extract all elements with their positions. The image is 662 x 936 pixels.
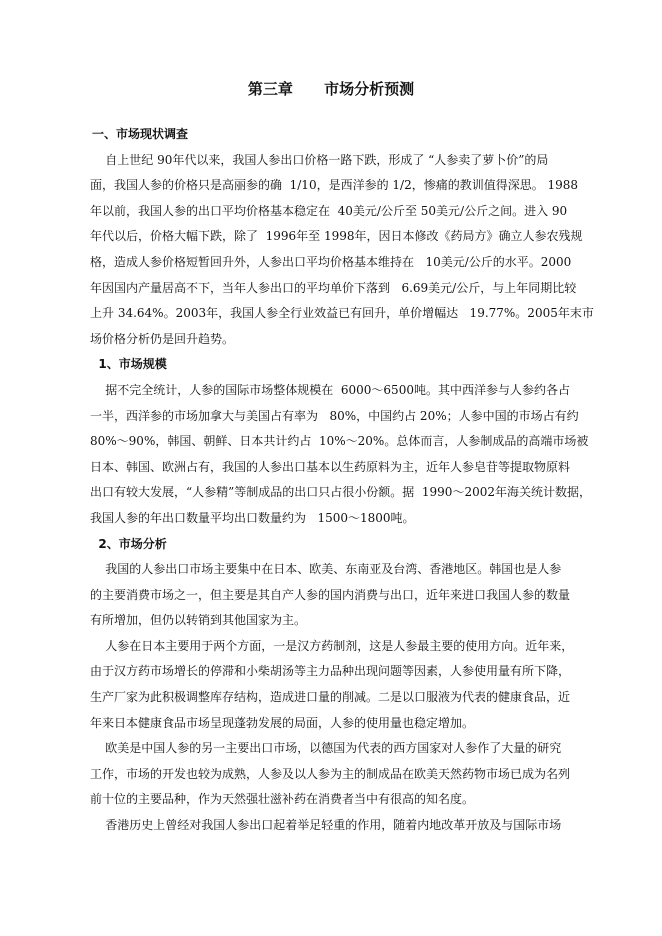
body-text-line: 由于汉方药市场增长的停滞和小柴胡汤等主力品种出现问题等因素，人参使用量有所下降， — [90, 664, 571, 679]
body-text-line: 年因国内产量居高不下，当年人参出口的平均单价下落到 6.69美元/公斤，与上年同期比较 — [90, 280, 577, 295]
body-text-line: 香港历史上曾经对我国人参出口起着举足轻重的作用，随着内地改革开放及与国际市场 — [90, 818, 562, 833]
subsection-heading: 2、市场分析 — [90, 536, 167, 551]
body-text-line: 前十位的主要品种，作为天然强壮滋补药在消费者当中有很高的知名度。 — [90, 792, 475, 807]
body-text-line: 工作，市场的开发也较为成熟，人参及以人参为主的制成品在欧美天然药物市场已成为名列 — [90, 766, 571, 781]
section-heading: 一、市场现状调查 — [92, 127, 189, 141]
body-text-line: 的主要消费市场之一，但主要是其自产人参的国内消费与出口，近年来进口我国人参的数量 — [90, 587, 571, 602]
body-text-line: 生产厂家为此积极调整库存结构，造成进口量的削减。二是以口服液为代表的健康食品，近 — [90, 690, 571, 705]
body-text-line: 格，造成人参价格短暂回升外，人参出口平均价格基本维持在 10美元/公斤的水平。2000 — [90, 254, 572, 269]
body-text-line: 据不完全统计，人参的国际市场整体规模在 6000～6500吨。其中西洋参与人参约各占 — [90, 382, 570, 397]
body-text-line: 出口有较大发展，“人参精”等制成品的出口只占很小份额。据 1990～2002年海关统计数据， — [90, 485, 591, 500]
body-text-line: 日本、韩国、欧洲占有，我国的人参出口基本以生药原料为主，近年人参皂苷等提取物原料 — [90, 459, 571, 474]
body-text-line: 年来日本健康食品市场呈现蓬勃发展的局面，人参的使用量也稳定增加。 — [90, 715, 475, 730]
body-text-line: 面，我国人参的价格只是高丽参的确 1/10，是西洋参的 1/2，惨痛的教训值得深思。 1988 — [90, 178, 579, 193]
body-text-line: 场价格分析仍是回升趋势。 — [90, 331, 235, 346]
body-text-line: 年以前，我国人参的出口平均价格基本稳定在 40美元/公斤至 50美元/公斤之间。进入 90 — [90, 203, 568, 218]
body-text-line: 我国的人参出口市场主要集中在日本、欧美、东南亚及台湾、香港地区。韩国也是人参 — [90, 562, 562, 577]
body-text-line: 一半，西洋参的市场加拿大与美国占有率为 80%，中国约占 20%；人参中国的市场占有约 — [90, 408, 579, 423]
chapter-title: 第三章 市场分析预测 — [247, 80, 415, 98]
body-text-line: 欧美是中国人参的另一主要出口市场，以德国为代表的西方国家对人参作了大量的研究 — [90, 741, 562, 756]
body-text-line: 上升 34.64%。2003年，我国人参全行业效益已有回升，单价增幅达 19.77%。2005年末市 — [90, 306, 594, 321]
body-text-line: 人参在日本主要用于两个方面，一是汉方药制剂，这是人参最主要的使用方向。近年来， — [90, 638, 574, 653]
body-text-line: 我国人参的年出口数量平均出口数量约为 1500～1800吨。 — [90, 510, 415, 525]
document-body — [90, 122, 594, 839]
body-text-line: 自上世纪 90年代以来，我国人参出口价格一路下跌，形成了 “人参卖了萝卜价”的局 — [90, 152, 549, 167]
body-text-line: 80%～90%，韩国、朝鲜、日本共计约占 10%～20%。总体而言，人参制成品的高端市场被 — [90, 434, 589, 449]
body-text-line: 年代以后，价格大幅下跌，除了 1996年至 1998年，因日本修改《药局方》确立人参农残规 — [90, 229, 583, 244]
body-text-line: 有所增加，但仍以转销到其他国家为主。 — [90, 613, 307, 628]
subsection-heading: 1、市场规模 — [90, 357, 167, 372]
